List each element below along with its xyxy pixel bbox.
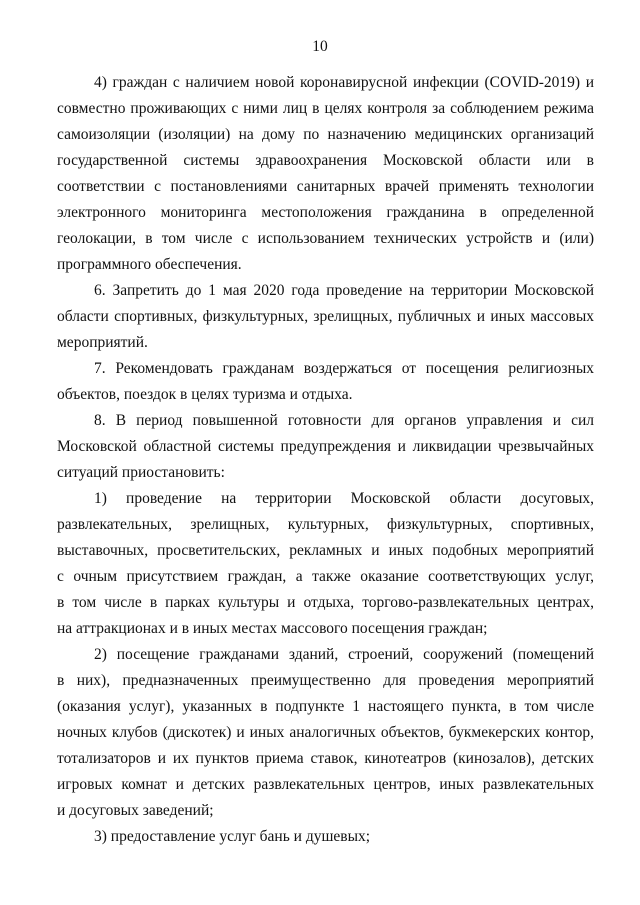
text-line: в них), предназначенных преимущественно для проведения мероприятий: [57, 672, 594, 689]
text-line: совместно проживающих с ними лиц в целях контроля за соблюдением режима: [57, 100, 594, 117]
text-line: 8. В период повышенной готовности для органов управления и сил: [94, 412, 594, 429]
text-line: развлекательных, зрелищных, культурных, физкультурных, спортивных,: [57, 516, 594, 533]
text-line: программного обеспечения.: [57, 256, 242, 273]
text-line: тотализаторов и их пунктов приема ставок, кинотеатров (кинозалов), детских: [57, 750, 594, 767]
text-line: объектов, поездок в целях туризма и отдыха.: [57, 386, 353, 403]
text-line: игровых комнат и детских развлекательных центров, иных развлекательных: [57, 776, 594, 793]
text-line: самоизоляции (изоляции) на дому по назначению медицинских организаций: [57, 126, 594, 143]
text-line: 2) посещение гражданами зданий, строений, сооружений (помещений: [94, 646, 594, 663]
text-line: Московской областной системы предупреждения и ликвидации чрезвычайных: [57, 438, 594, 455]
text-line: мероприятий.: [57, 334, 148, 351]
text-line: ночных клубов (дискотек) и иных аналогичных объектов, букмекерских контор,: [57, 724, 594, 741]
text-line: 6. Запретить до 1 мая 2020 года проведение на территории Московской: [94, 282, 594, 299]
text-line: (оказания услуг), указанных в подпункте 1 настоящего пункта, в том числе: [57, 698, 594, 715]
text-line: 4) граждан с наличием новой коронавирусной инфекции (COVID-2019) и: [94, 74, 594, 91]
text-line: с очным присутствием граждан, а также оказание соответствующих услуг,: [57, 568, 594, 585]
page-number: 10: [312, 38, 328, 55]
text-line: 1) проведение на территории Московской области досуговых,: [94, 490, 594, 507]
text-line: 3) предоставление услуг бань и душевых;: [94, 828, 371, 845]
text-line: ситуаций приостановить:: [57, 464, 225, 481]
text-line: государственной системы здравоохранения Московской области или в: [57, 152, 594, 169]
text-line: и досуговых заведений;: [57, 802, 214, 819]
text-line: геолокации, в том числе с использованием технических устройств и (или): [57, 230, 594, 247]
text-line: 7. Рекомендовать гражданам воздержаться от посещения религиозных: [94, 360, 594, 377]
text-line: электронного мониторинга местоположения гражданина в определенной: [57, 204, 594, 221]
text-line: области спортивных, физкультурных, зрелищных, публичных и иных массовых: [57, 308, 594, 325]
text-line: выставочных, просветительских, рекламных и иных подобных мероприятий: [57, 542, 594, 559]
text-line: на аттракционах и в иных местах массового посещения граждан;: [57, 620, 488, 637]
text-line: в том числе в парках культуры и отдыха, торгово-развлекательных центрах,: [57, 594, 594, 611]
text-line: соответствии с постановлениями санитарных врачей применять технологии: [57, 178, 594, 195]
